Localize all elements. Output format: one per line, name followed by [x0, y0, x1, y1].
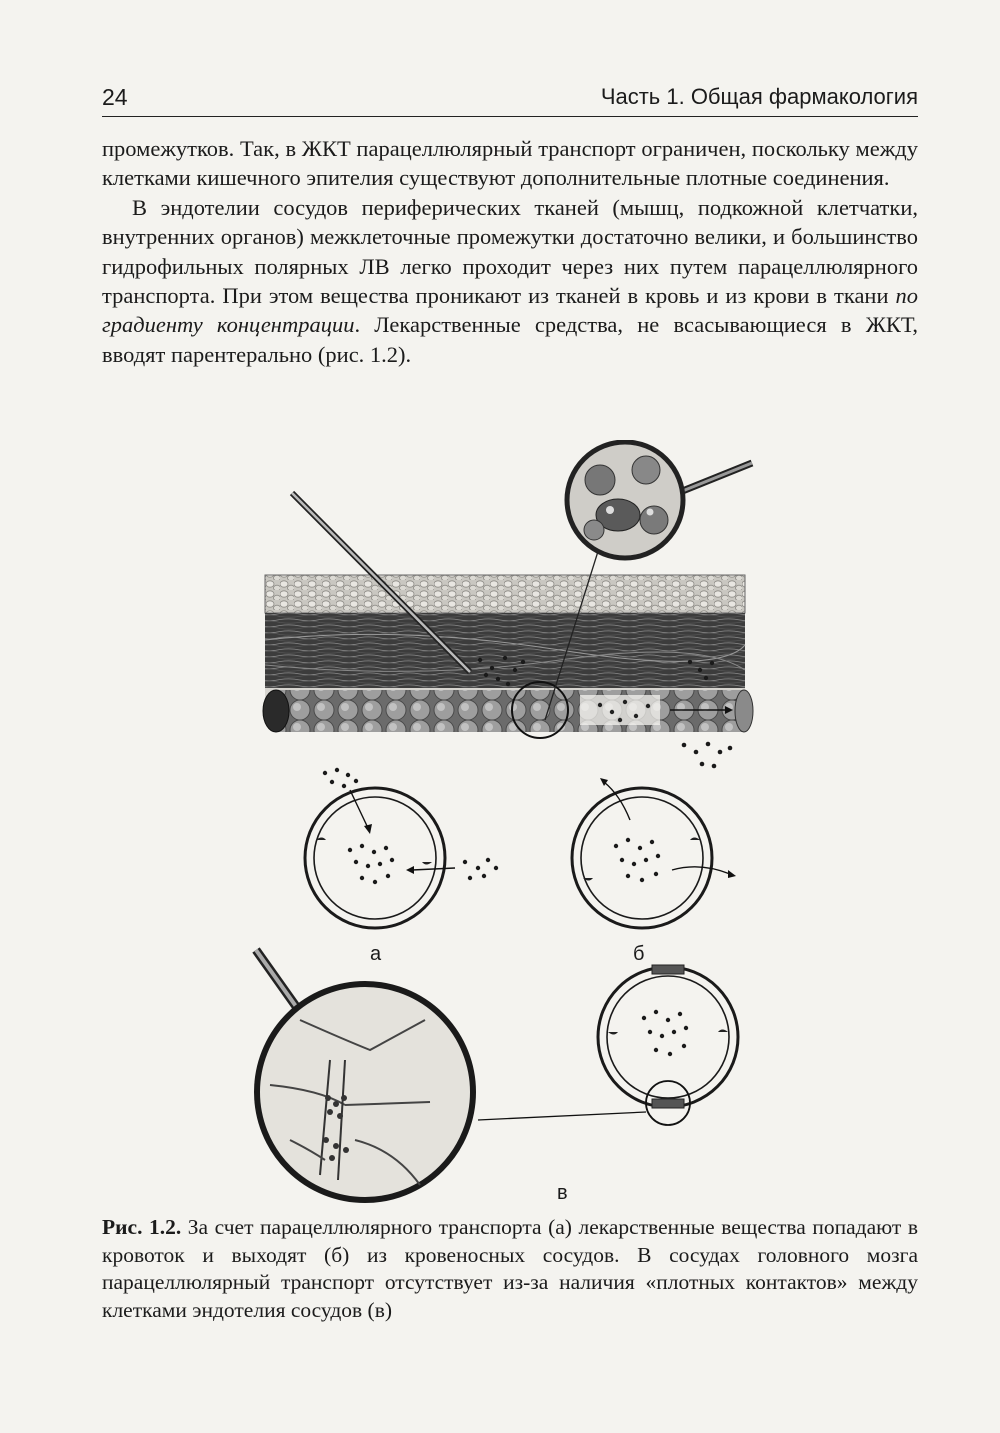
- tissue-block: [265, 575, 745, 700]
- paragraph-2: [102, 193, 918, 369]
- caption-text: За счет парацеллюлярного транспорта (а) лекарственные вещества попадают в кровоток и выходят (б) из кровеносных сосудов. В сосудах головного мозга парацеллюлярный транспорт отсутствует из-за наличия «плотных контактов» между клетками эндотелия сосудов (в): [102, 1215, 918, 1322]
- figure-caption: [102, 1214, 918, 1324]
- vessel-section-v: [478, 965, 738, 1125]
- figure-illustration: [0, 440, 1000, 1215]
- figure-label-v: в: [557, 1182, 568, 1204]
- vessel-section-a: [305, 768, 498, 928]
- running-head: Часть 1. Общая фармакология: [600, 84, 918, 109]
- vessel-section-b: [572, 778, 736, 928]
- figure-label-a: а: [370, 943, 382, 965]
- blood-vessel: [263, 682, 753, 738]
- body-text: [102, 134, 918, 369]
- paragraph-2-italic: по градиенту концентрации: [102, 283, 918, 338]
- paragraph-2-end: . Лекарственные средства, не всасывающиеся в ЖКТ, вводят парентерально (рис. 1.2).: [102, 312, 919, 367]
- figure-1-2: [0, 440, 1000, 1215]
- paragraph-2-start: В эндотелии сосудов периферических тканей (мышц, подкожной клетчатки, внутренних органов) межклеточные промежутки достаточно велики, и большинство гидрофильных полярных ЛВ легко проходит через них путем парацеллюлярного транспорта. При этом вещества проникают из тканей в кровь и из крови в ткани: [102, 194, 918, 309]
- magnifier-bottom: [256, 950, 473, 1200]
- paragraph-1: промежутков. Так, в ЖКТ парацеллюлярный транспорт ограничен, поскольку между клетками кишечного эпителия существуют дополнительные плотные соединения.: [102, 136, 918, 191]
- page-header: [102, 82, 918, 117]
- page-number: 24: [102, 84, 128, 110]
- caption-number: Рис. 1.2.: [102, 1215, 182, 1239]
- figure-label-b: б: [633, 943, 645, 965]
